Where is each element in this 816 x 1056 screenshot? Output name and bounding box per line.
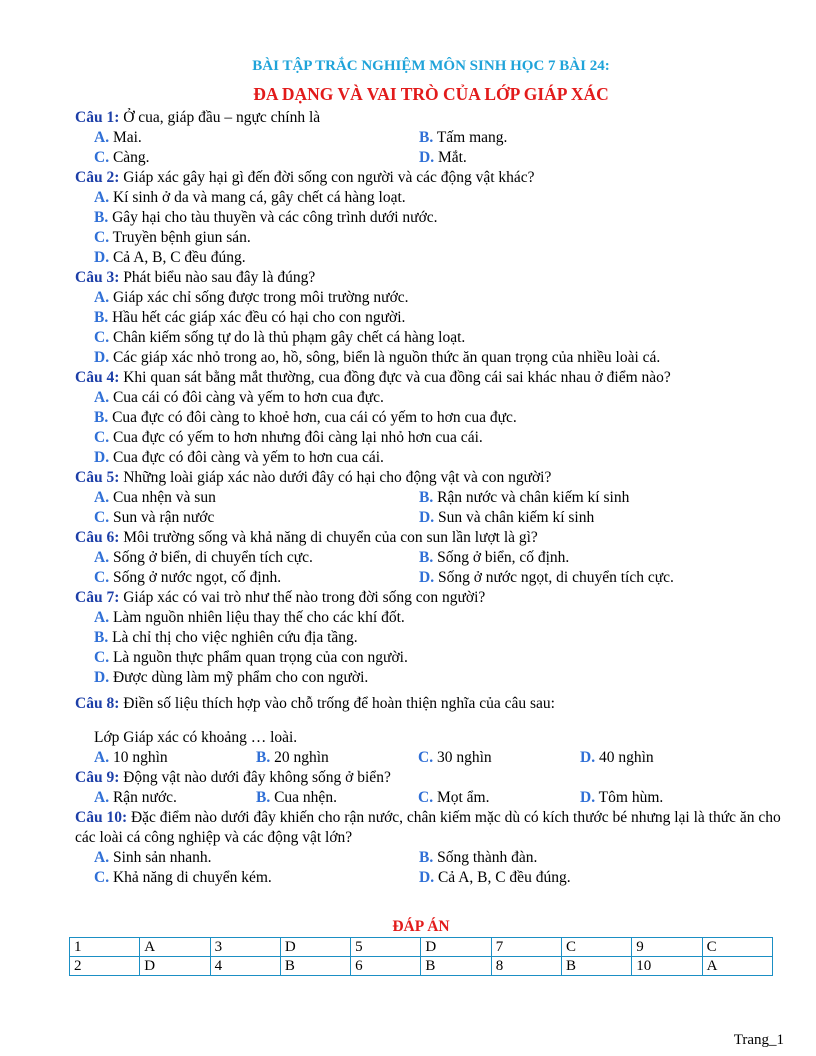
option-a: A. Giáp xác chỉ sống được trong môi trường nước. — [94, 289, 409, 306]
question-9 — [75, 768, 787, 808]
option-c: C. Cua đực có yếm to hơn nhưng đôi càng lại nhỏ hơn cua cái. — [94, 429, 483, 446]
option-a: A. Mai. — [94, 129, 142, 146]
question-label: Câu 5: — [75, 469, 120, 486]
option-b: B. Tấm mang. — [419, 129, 508, 146]
table-cell: D — [421, 938, 491, 957]
option-b: B. Là chỉ thị cho việc nghiên cứu địa tầng. — [94, 629, 358, 646]
question-label: Câu 7: — [75, 589, 120, 606]
option-a: A. Sống ở biển, di chuyển tích cực. — [94, 549, 313, 566]
table-cell: A — [140, 938, 210, 957]
option-c: C. Khả năng di chuyển kém. — [94, 869, 272, 886]
question-label: Câu 1: — [75, 109, 120, 126]
option-b: B. Sống thành đàn. — [419, 849, 538, 866]
option-b: B. Cua nhện. — [256, 789, 337, 806]
table-cell: 6 — [351, 957, 421, 976]
question-7 — [75, 588, 787, 688]
option-c: C. Sống ở nước ngọt, cố định. — [94, 569, 282, 586]
question-6 — [75, 528, 787, 588]
option-d: D. Cả A, B, C đều đúng. — [94, 249, 246, 266]
option-c: C. Càng. — [94, 149, 150, 166]
option-a: A. Cua cái có đôi càng và yếm to hơn cua đực. — [94, 389, 384, 406]
question-label: Câu 3: — [75, 269, 120, 286]
question-text: Khi quan sát bằng mắt thường, cua đồng đực và cua đồng cái sai khác nhau ở điểm nào? — [119, 369, 671, 386]
option-b: B. Gây hại cho tàu thuyền và các công trình dưới nước. — [94, 209, 438, 226]
table-cell: B — [280, 957, 350, 976]
document-subtitle: ĐA DẠNG VÀ VAI TRÒ CỦA LỚP GIÁP XÁC — [253, 84, 609, 104]
table-cell: C — [562, 938, 632, 957]
question-8 — [75, 694, 787, 768]
question-text: Giáp xác có vai trò như thế nào trong đời sống con người? — [119, 589, 486, 606]
option-a: A. Rận nước. — [94, 789, 177, 806]
option-d: D. Cả A, B, C đều đúng. — [419, 869, 571, 886]
table-cell: B — [562, 957, 632, 976]
option-a: A. Sinh sản nhanh. — [94, 849, 212, 866]
table-cell: 5 — [351, 938, 421, 957]
option-d: D. Sun và chân kiếm kí sinh — [419, 509, 595, 526]
question-text: Ở cua, giáp đầu – ngực chính là — [119, 109, 321, 126]
option-b: B. Cua đực có đôi càng to khoẻ hơn, cua cái có yếm to hơn cua đực. — [94, 409, 517, 426]
option-c: C. Sun và rận nước — [94, 509, 215, 526]
table-cell: 10 — [632, 957, 702, 976]
option-b: B. 20 nghìn — [256, 749, 329, 766]
page-number: Trang_1 — [733, 1032, 784, 1048]
table-row — [70, 938, 773, 957]
option-c: C. Là nguồn thực phẩm quan trọng của con người. — [94, 649, 408, 666]
question-label: Câu 8: — [75, 695, 120, 712]
table-cell: D — [280, 938, 350, 957]
question-label: Câu 10: — [75, 809, 128, 826]
table-cell: A — [702, 957, 772, 976]
table-cell: C — [702, 938, 772, 957]
question-text: Những loài giáp xác nào dưới đây có hại cho động vật và con người? — [119, 469, 552, 486]
option-d: D. Được dùng làm mỹ phẩm cho con người. — [94, 669, 369, 686]
question-label: Câu 6: — [75, 529, 120, 546]
question-4 — [75, 368, 787, 468]
table-cell: B — [421, 957, 491, 976]
table-cell: 8 — [491, 957, 561, 976]
table-cell: 7 — [491, 938, 561, 957]
option-b: B. Rận nước và chân kiếm kí sinh — [419, 489, 630, 506]
table-row — [70, 957, 773, 976]
question-2 — [75, 168, 787, 268]
option-b: B. Hầu hết các giáp xác đều có hại cho con người. — [94, 309, 406, 326]
option-a: A. Kí sinh ở da và mang cá, gây chết cá hàng loạt. — [94, 189, 406, 206]
option-c: C. Chân kiếm sống tự do là thủ phạm gây chết cá hàng loạt. — [94, 329, 466, 346]
option-d: D. Tôm hùm. — [580, 789, 664, 806]
option-d: D. Mắt. — [419, 149, 467, 166]
option-c: C. Mọt ẩm. — [418, 789, 490, 806]
option-a: A. Cua nhện và sun — [94, 489, 216, 506]
question-3 — [75, 268, 787, 368]
question-1 — [75, 108, 787, 168]
question-list — [75, 108, 787, 888]
document-title: BÀI TẬP TRẮC NGHIỆM MÔN SINH HỌC 7 BÀI 24: — [252, 58, 610, 74]
option-c: C. 30 nghìn — [418, 749, 492, 766]
question-text: Đặc điểm nào dưới đây khiến cho rận nước, chân kiếm mặc dù có kích thước bé nhưng lại là thức ăn cho các loài cá công nghiệp và các động vật lớn? — [75, 809, 781, 846]
question-extra: Lớp Giáp xác có khoảng … loài. — [94, 729, 298, 746]
table-cell: 9 — [632, 938, 702, 957]
option-d: D. Cua đực có đôi càng và yếm to hơn cua cái. — [94, 449, 384, 466]
table-cell: 2 — [70, 957, 140, 976]
table-cell: 4 — [210, 957, 280, 976]
answer-table — [69, 937, 773, 976]
table-cell: 1 — [70, 938, 140, 957]
option-a: A. Làm nguồn nhiên liệu thay thế cho các khí đốt. — [94, 609, 405, 626]
question-text: Động vật nào dưới đây không sống ở biển? — [119, 769, 391, 786]
question-text: Phát biểu nào sau đây là đúng? — [119, 269, 316, 286]
question-text: Giáp xác gây hại gì đến đời sống con người và các động vật khác? — [119, 169, 535, 186]
question-label: Câu 2: — [75, 169, 120, 186]
answer-title: ĐÁP ÁN — [392, 918, 450, 935]
table-cell: 3 — [210, 938, 280, 957]
question-label: Câu 9: — [75, 769, 120, 786]
option-c: C. Truyền bệnh giun sán. — [94, 229, 251, 246]
option-b: B. Sống ở biển, cố định. — [419, 549, 570, 566]
question-5 — [75, 468, 787, 528]
table-cell: D — [140, 957, 210, 976]
question-text: Môi trường sống và khả năng di chuyển của con sun lần lượt là gì? — [119, 529, 538, 546]
question-label: Câu 4: — [75, 369, 120, 386]
option-a: A. 10 nghìn — [94, 749, 168, 766]
option-d: D. 40 nghìn — [580, 749, 654, 766]
option-d: D. Các giáp xác nhỏ trong ao, hồ, sông, biển là nguồn thức ăn quan trọng của nhiều loài cá. — [94, 349, 661, 366]
question-10 — [75, 808, 787, 888]
question-text: Điền số liệu thích hợp vào chỗ trống để hoàn thiện nghĩa của câu sau: — [119, 695, 555, 712]
option-d: D. Sống ở nước ngọt, di chuyển tích cực. — [419, 569, 674, 586]
